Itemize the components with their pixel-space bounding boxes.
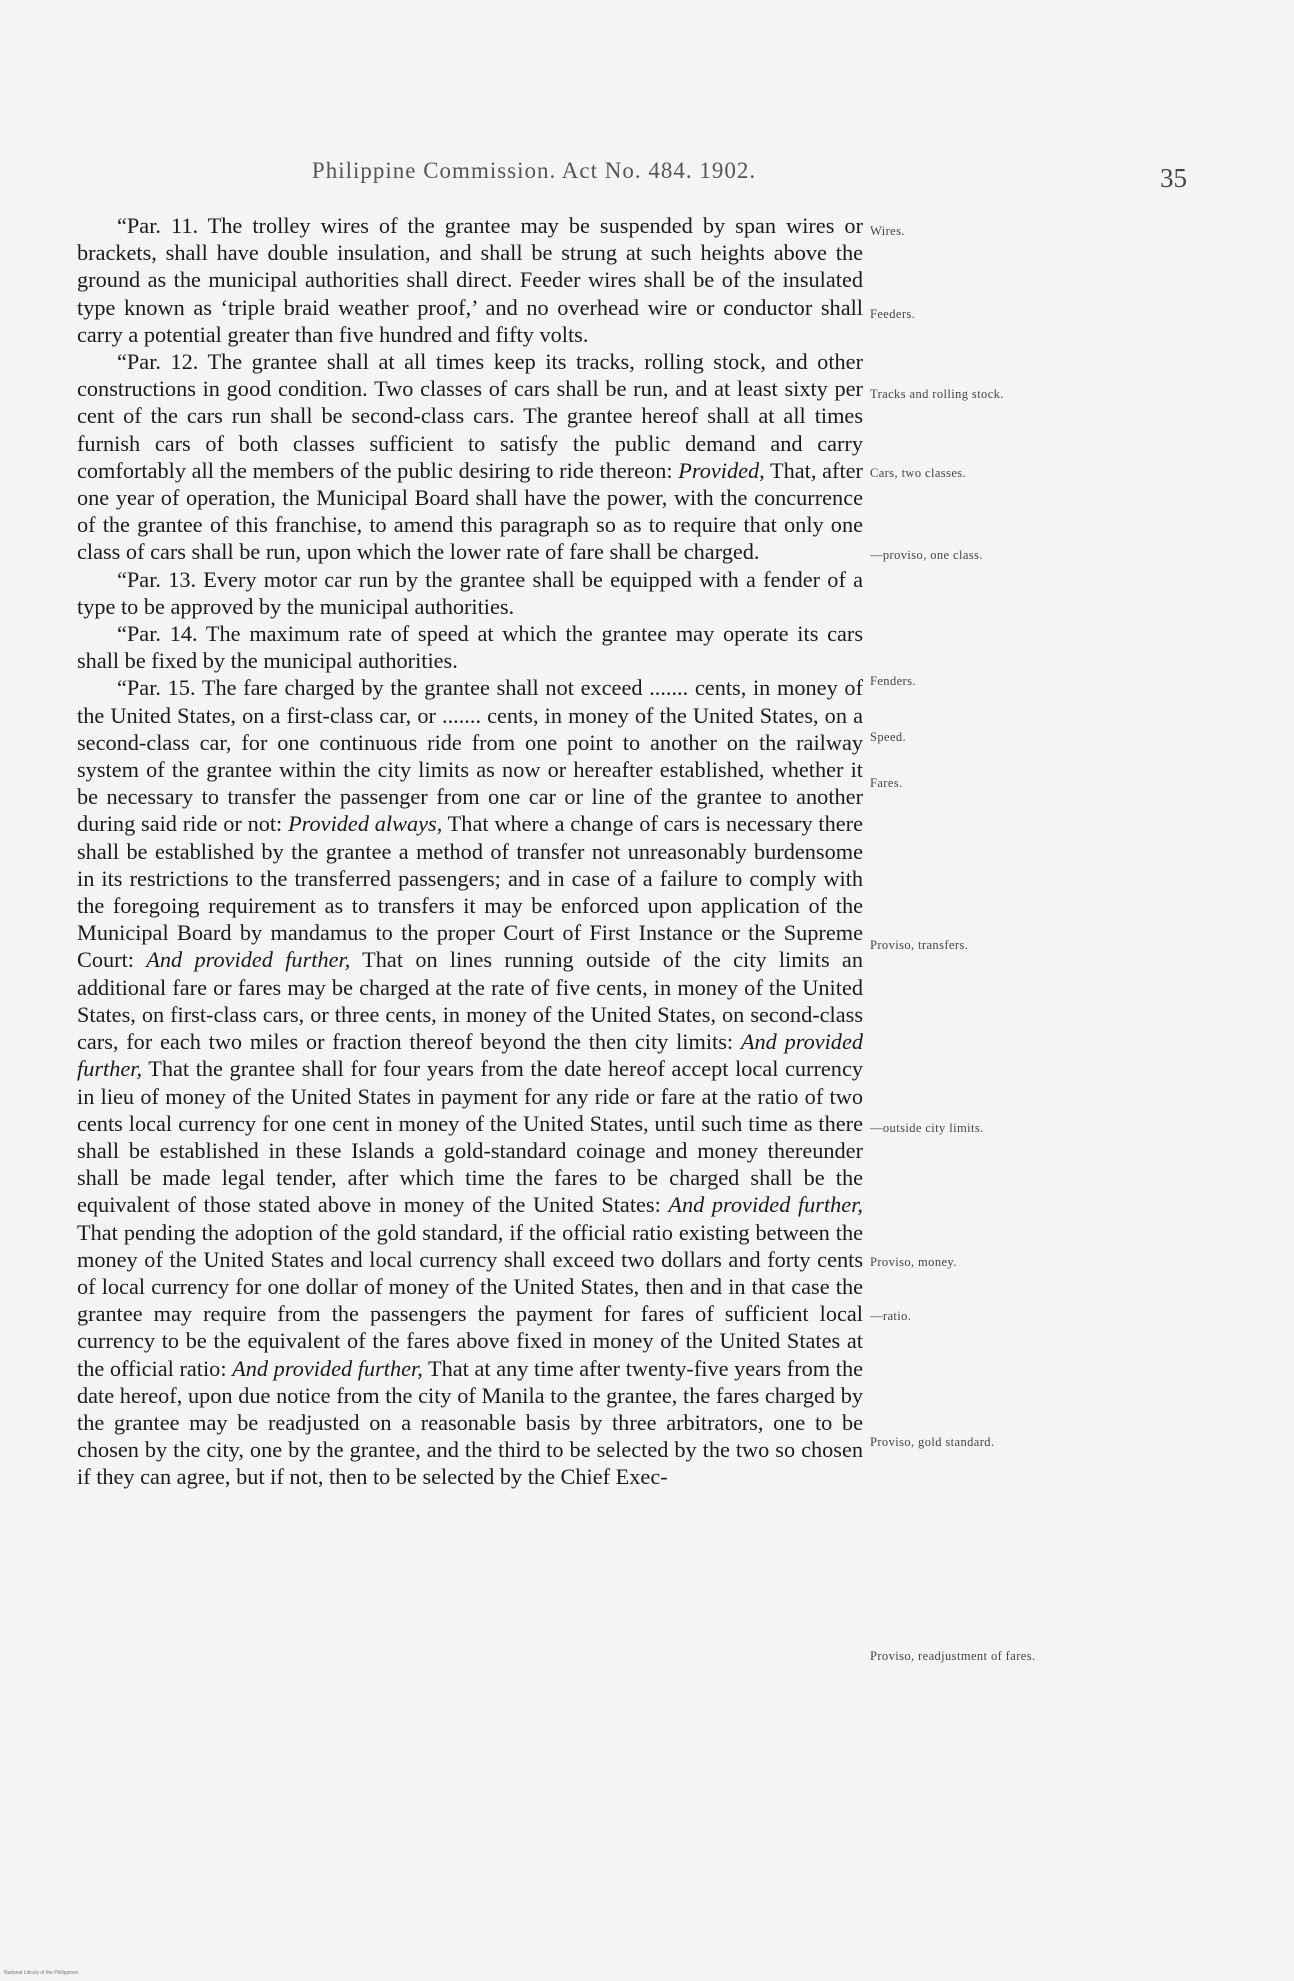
paragraph-11	[77, 212, 863, 348]
margin-note: —proviso, one class.	[870, 548, 983, 562]
footer-credit: National Library of the Philippines	[4, 1970, 79, 1976]
paragraph-text: That pending the adoption of the gold standard, if the official ratio existing between the money of the United States and local currency shall exceed two dollars and forty cents of local currency for one dollar of money of the United States, then and in that case the grantee may require from the passengers the payment for fares of sufficient local currency to be the equivalent of the fares above fixed in money of the United States at the official ratio:	[77, 1219, 863, 1381]
paragraph-text: That where a change of cars is necessary there shall be established by the grantee a method of transfer not unreasonably burdensome in its restrictions to the transferred passengers; and in case of a failure to comply with the foregoing requirement as to transfers it may be enforced upon application of the Municipal Board by mandamus to the proper Court of First Instance or the Supreme Court:	[77, 811, 863, 973]
italic-text: And provided further,	[668, 1192, 863, 1218]
paragraph-text: “Par. 12. The grantee shall at all times keep its tracks, rolling stock, and other constructions in good condition. Two classes of cars shall be run, and at least sixty per cent of the cars run shall be second-class cars. The grantee hereof shall at all times furnish cars of both classes sufficient to satisfy the public demand and carry comfortably all the members of the public desiring to ride thereon:	[77, 349, 863, 483]
page-number: 35	[1160, 163, 1187, 193]
margin-note: Speed.	[870, 730, 907, 744]
running-head: Philippine Commission. Act No. 484. 1902.	[311, 158, 757, 183]
margin-note: Proviso, money.	[870, 1255, 957, 1269]
paragraph-text: “Par. 14. The maximum rate of speed at which the grantee may operate its cars shall be fixed by the municipal authorities.	[77, 621, 863, 674]
paragraph-15	[77, 674, 863, 1490]
margin-note: Tracks and rolling stock.	[870, 387, 1004, 401]
margin-note: Proviso, transfers.	[870, 938, 969, 952]
paragraph-text: That, after one year of operation, the Municipal Board shall have the power, with the concurrence of the grantee of this franchise, to amend this paragraph so as to require that only one class of cars shall be run, upon which the lower rate of fare shall be charged.	[77, 457, 863, 565]
margin-note: Cars, two classes.	[870, 466, 967, 480]
italic-text: And provided further,	[146, 947, 351, 973]
paragraph-14	[77, 620, 863, 674]
margin-note: Fenders.	[870, 674, 916, 688]
paragraph-text: “Par. 13. Every motor car run by the grantee shall be equipped with a fender of a type to be approved by the municipal authorities.	[77, 566, 863, 619]
paragraph-text: “Par. 15. The fare charged by the grantee shall not exceed ....... cents, in money of the United States, on a first-class car, or ....... cents, in money of the United States, on a second-class car, for one continuous ride from one point to another on the railway system of the grantee within the city limits as now or hereafter established, whether it be necessary to transfer the passenger from one car or line of the grantee to another during said ride or not:	[77, 675, 863, 837]
paragraph-text: That on lines running outside of the city limits an additional fare or fares may be charged at the rate of five cents, in money of the United States, on first-class cars, or three cents, in money of the United States, on second-class cars, for each two miles or fraction thereof beyond the then city limits:	[77, 947, 863, 1055]
margin-note: Proviso, readjustment of fares.	[870, 1649, 1036, 1663]
italic-text: And provided further,	[77, 1029, 863, 1082]
paragraph-13	[77, 566, 863, 620]
paragraph-12	[77, 348, 863, 566]
paragraph-text: “Par. 11. The trolley wires of the grantee may be suspended by span wires or brackets, shall have double insulation, and shall be strung at such heights above the ground as the municipal authorities shall direct. Feeder wires shall be of the insulated type known as ‘triple braid weather proof,’ and no overhead wire or conductor shall carry a potential greater than five hundred and fifty volts.	[77, 213, 863, 347]
italic-text: Provided always,	[288, 811, 443, 837]
italic-text: Provided,	[678, 457, 765, 483]
main-text	[77, 212, 863, 1491]
margin-note: Feeders.	[870, 307, 916, 321]
margin-note: Fares.	[870, 776, 903, 790]
margin-note: —outside city limits.	[870, 1121, 984, 1135]
italic-text: And provided further,	[232, 1355, 423, 1381]
paragraph-text: That the grantee shall for four years from the date hereof accept local currency in lieu of money of the United States in payment for any ride or fare at the ratio of two cents local currency for one cent in money of the United States, until such time as there shall be established in these Islands a gold-standard coinage and money thereunder shall be made legal tender, after which time the fares to be charged shall be the equivalent of those stated above in money of the United States:	[77, 1056, 863, 1218]
margin-note: —ratio.	[870, 1309, 912, 1323]
margin-note: Wires.	[870, 224, 905, 238]
paragraph-text: That at any time after twenty-five years from the date hereof, upon due notice from the city of Manila to the grantee, the fares charged by the grantee may be readjusted on a reasonable basis by three arbitrators, one to be chosen by the city, one by the grantee, and the third to be selected by the two so chosen if they can agree, but if not, then to be selected by the Chief Exec-	[77, 1355, 863, 1490]
margin-note: Proviso, gold standard.	[870, 1435, 995, 1449]
